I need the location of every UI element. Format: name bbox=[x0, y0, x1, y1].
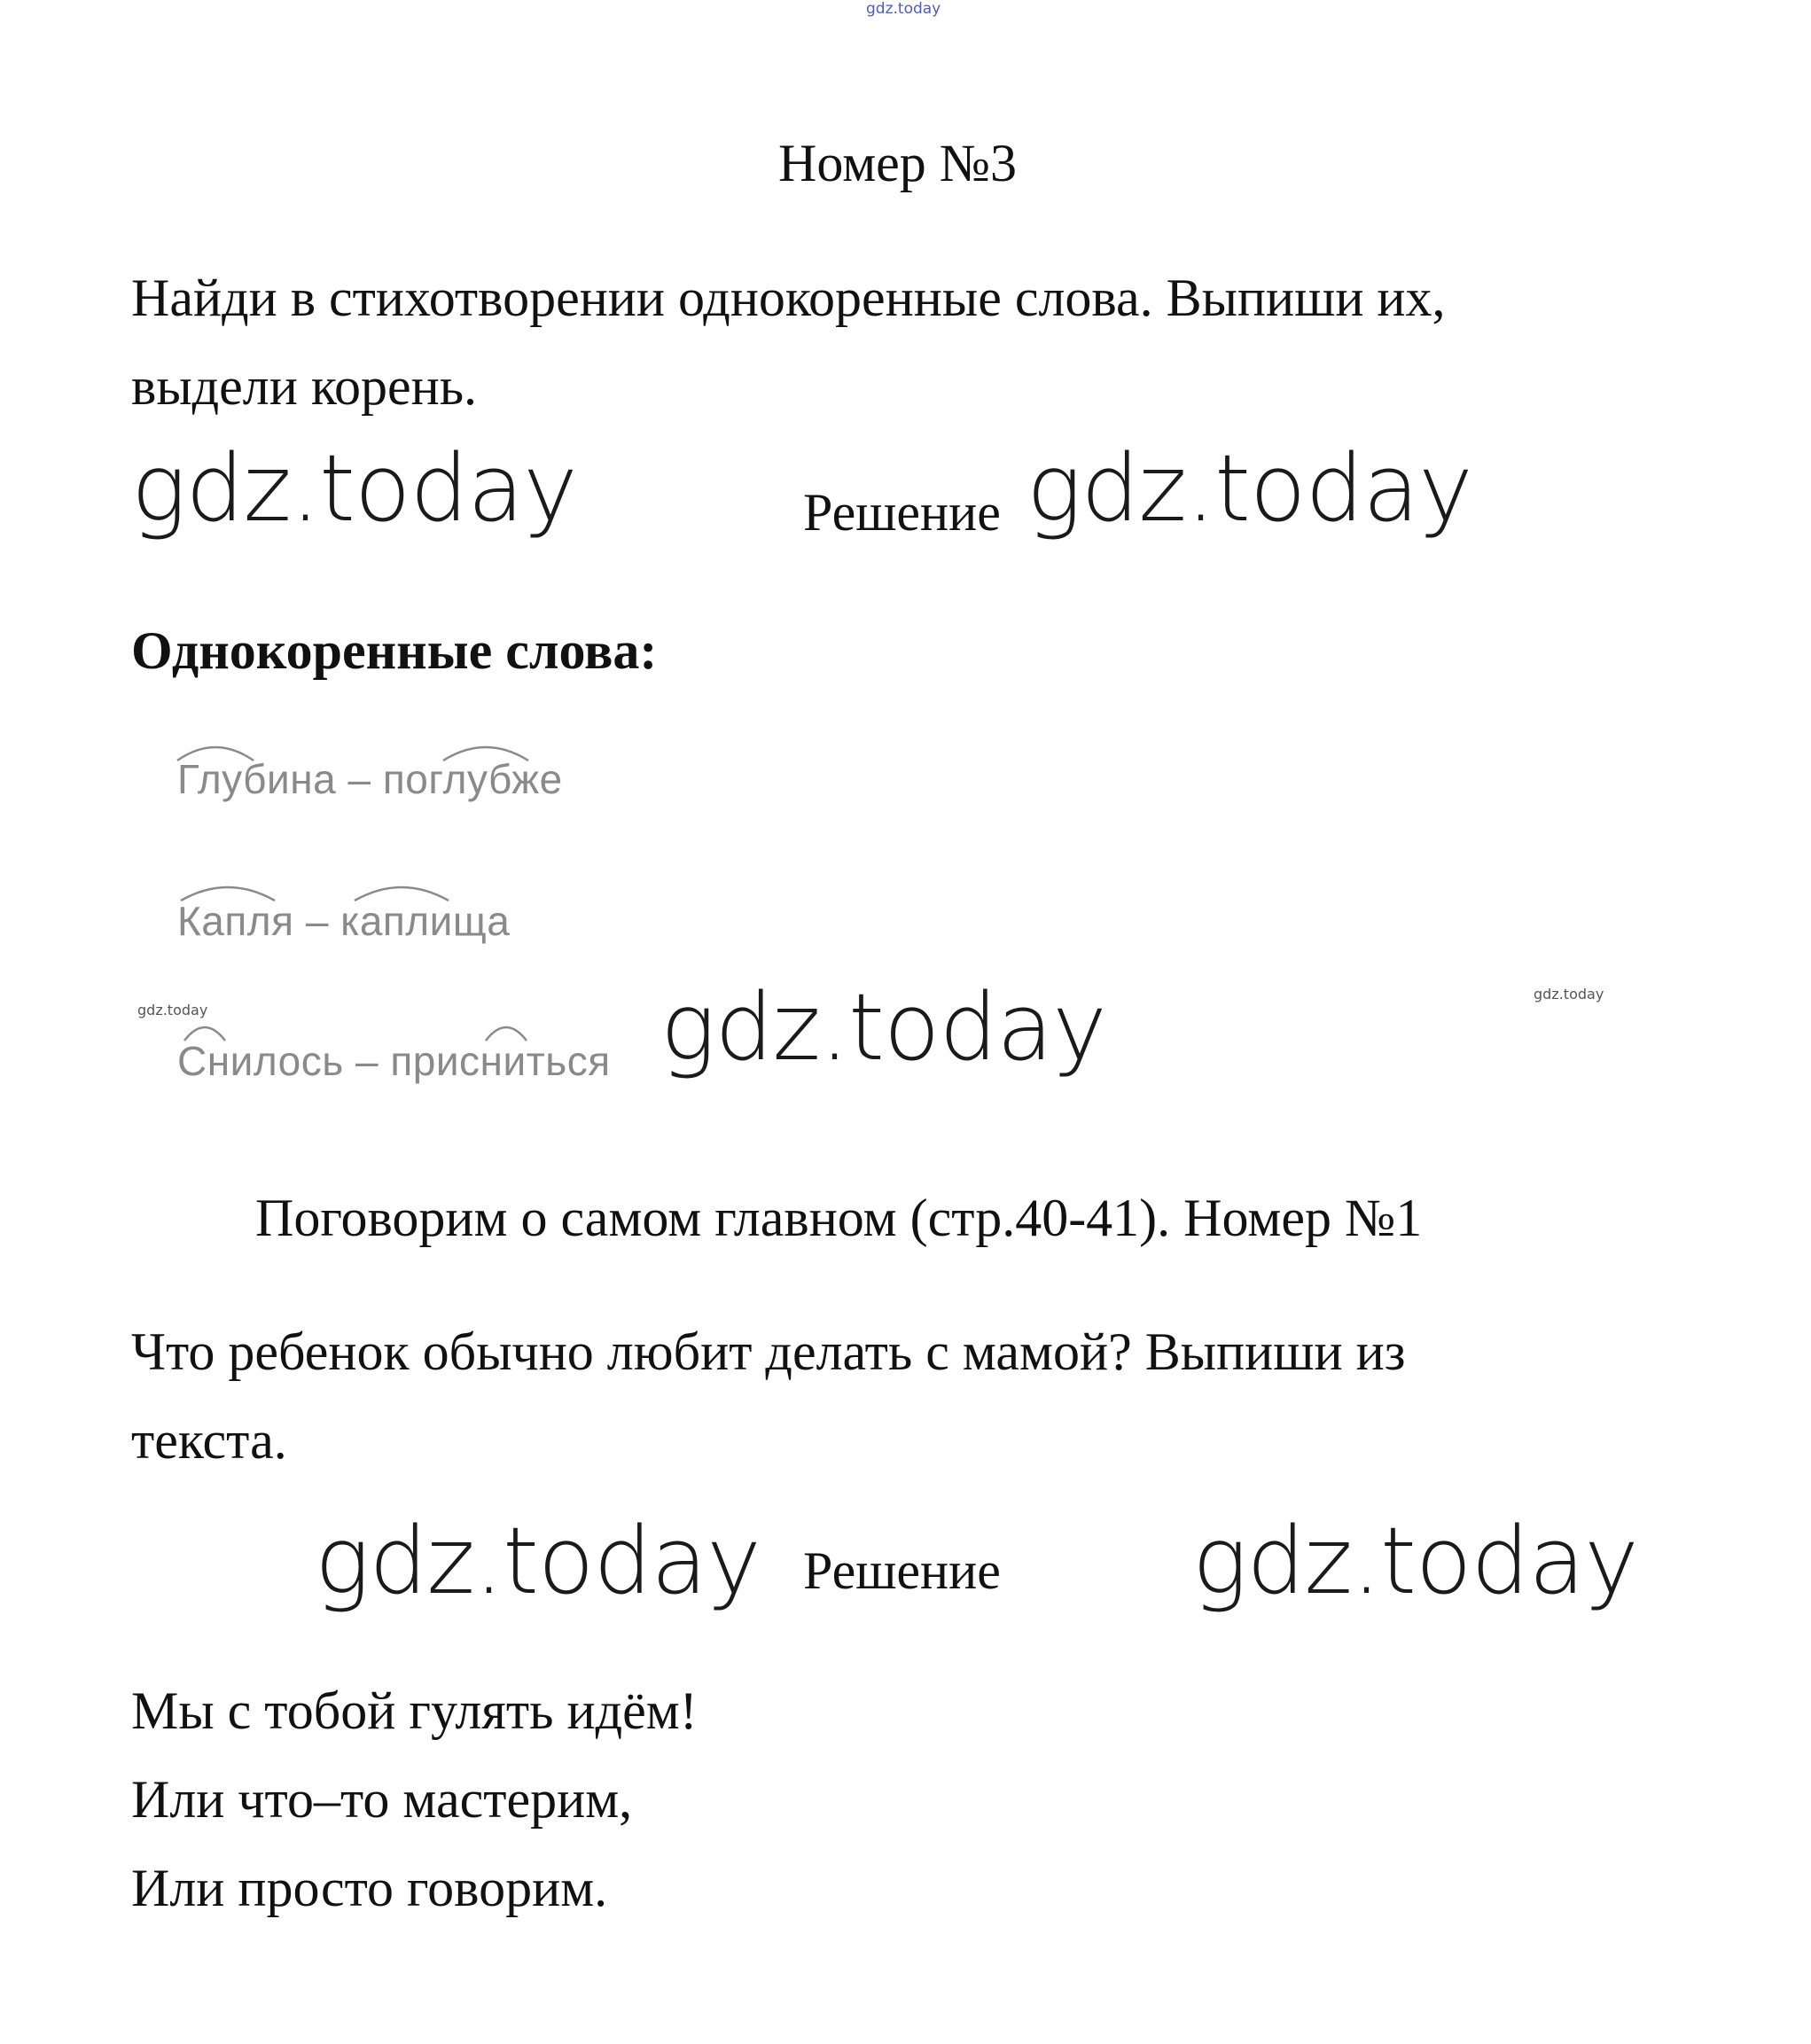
root-arc bbox=[353, 878, 450, 904]
task2-question-line2: текста. bbox=[131, 1411, 287, 1470]
watermark-large: gdz.today bbox=[1026, 434, 1472, 542]
task1-solution-label: Решение bbox=[803, 483, 1001, 542]
task1-question-line1: Найди в стихотворении однокоренные слова. Выпиши их, bbox=[131, 269, 1446, 327]
task1-answer-heading: Однокоренные слова: bbox=[131, 621, 658, 680]
watermark-small: gdz.today bbox=[137, 1002, 208, 1018]
task2-answer-line: Или что–то мастерим, bbox=[131, 1770, 633, 1829]
task2-answer-line: Мы с тобой гулять идём! bbox=[131, 1681, 698, 1740]
root-arc bbox=[179, 878, 277, 904]
watermark-large: gdz.today bbox=[131, 434, 577, 542]
word-pair: Снилось – присниться bbox=[177, 1038, 611, 1084]
root-arc bbox=[484, 1018, 528, 1044]
task2-answer-line: Или просто говорим. bbox=[131, 1859, 608, 1917]
root-arc bbox=[176, 737, 255, 764]
task2-solution-label: Решение bbox=[803, 1541, 1001, 1600]
watermark-large: gdz.today bbox=[1192, 1507, 1638, 1615]
watermark-large: gdz.today bbox=[660, 973, 1106, 1081]
task2-heading: Поговорим о самом главном (стр.40-41). Номер №1 bbox=[255, 1189, 1423, 1247]
word-pair: Капля – каплища bbox=[177, 898, 511, 944]
watermark-large: gdz.today bbox=[315, 1507, 761, 1615]
root-arc bbox=[183, 1018, 227, 1044]
root-arc bbox=[441, 737, 530, 764]
watermark-small: gdz.today bbox=[1534, 986, 1604, 1002]
word-pair: Глубина – поглубже bbox=[177, 756, 563, 802]
task1-question-line2: выдели корень. bbox=[131, 357, 478, 416]
task1-heading: Номер №3 bbox=[778, 134, 1018, 192]
task2-question-line1: Что ребенок обычно любит делать с мамой? Выпиши из bbox=[131, 1322, 1406, 1381]
watermark-top: gdz.today bbox=[866, 0, 941, 18]
